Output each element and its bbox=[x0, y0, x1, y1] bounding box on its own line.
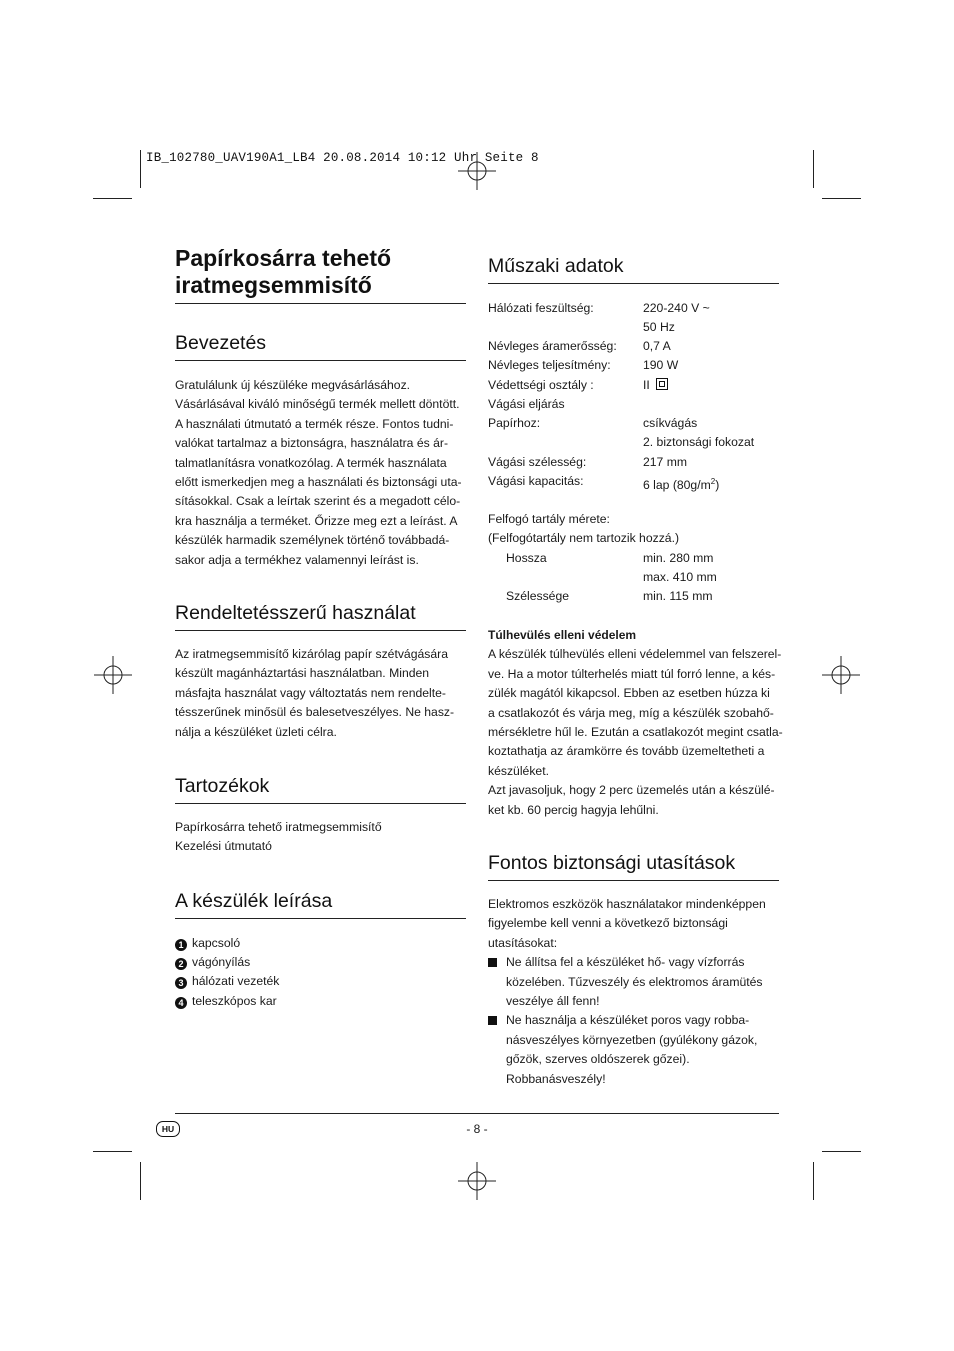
overheat-line: koztathatja az áramkörre és tovább üzemeltetheti a bbox=[488, 744, 765, 759]
page-number: - 8 - bbox=[466, 1122, 488, 1136]
part-item bbox=[175, 953, 475, 972]
overheat-line: készüléket. bbox=[488, 763, 549, 778]
safety-bullet-line: közelében. Tűzveszély és elektromos áramütés bbox=[506, 974, 763, 989]
bin-note: (Felfogótartály nem tartozik hozzá.) bbox=[488, 531, 680, 545]
intro-line: kra használja a terméket. Őrizze meg ezt a leírást. A bbox=[175, 513, 458, 528]
accessories-list bbox=[175, 818, 475, 857]
spec-value: 0,7 A bbox=[643, 339, 671, 353]
intro-line: előtt ismerkedjen meg a használati és biztonsági uta- bbox=[175, 475, 462, 490]
overheat-line: Azt javasoljuk, hogy 2 perc üzemelés után a készülé- bbox=[488, 783, 775, 798]
parts-list bbox=[175, 934, 475, 1011]
intro-text bbox=[175, 376, 475, 570]
page-title-line-1: Papírkosárra tehető bbox=[175, 245, 392, 271]
tech-heading: Műszaki adatok bbox=[488, 255, 779, 284]
intro-line: sakor adja a termékhez valamennyi leírást is. bbox=[175, 552, 419, 567]
spec-value: 6 lap (80g/m bbox=[643, 478, 711, 493]
part-label: teleszkópos kar bbox=[192, 993, 277, 1008]
bin-size-label: Felfogó tartály mérete: bbox=[488, 512, 610, 526]
intended-use-heading: Rendeltetésszerű használat bbox=[175, 602, 466, 631]
part-label: vágónyílás bbox=[192, 955, 251, 970]
intended-use-line: készült magánháztartási használatban. Minden bbox=[175, 666, 430, 681]
bin-width-label: Szélessége bbox=[506, 589, 570, 603]
safety-intro-line: figyelembe kell venni a következő biztonsági bbox=[488, 916, 728, 931]
safety-section bbox=[488, 895, 788, 1089]
print-slug: IB_102780_UAV190A1_LB4 20.08.2014 10:12 Uhr Seite 8 bbox=[146, 151, 539, 165]
accessory-item: Kezelési útmutató bbox=[175, 839, 272, 854]
spec-value: 50 Hz bbox=[643, 320, 675, 334]
spec-label: Hálózati feszültség: bbox=[488, 301, 594, 315]
accessory-item: Papírkosárra tehető iratmegsemmisítő bbox=[175, 820, 382, 834]
overheat-line: ket kb. 60 percig hagyja lehűlni. bbox=[488, 802, 659, 817]
square-bullet-icon bbox=[488, 1016, 497, 1025]
overheat-heading: Túlhevülés elleni védelem bbox=[488, 628, 637, 642]
intro-line: A használati útmutató a termék része. Fontos tudni- bbox=[175, 416, 454, 431]
bin-length-max: max. 410 mm bbox=[643, 570, 717, 584]
spec-label: Névleges teljesítmény: bbox=[488, 358, 611, 372]
footer-rule bbox=[175, 1113, 779, 1114]
safety-bullet-line: Ne állítsa fel a készüléket hő- vagy vízforrás bbox=[506, 955, 745, 970]
safety-bullet-line: gőzök, szerves oldószerek gőzei). bbox=[506, 1052, 690, 1067]
safety-bullet-line: násveszélyes környezetben (gyúlékony gázok, bbox=[506, 1032, 758, 1047]
part-number-badge: 1 bbox=[175, 939, 187, 951]
part-number-badge: 2 bbox=[175, 958, 187, 970]
overheat-line: mérsékletre hűl le. Ezután a csatlakozót megint csatla- bbox=[488, 725, 783, 740]
bin-length-label: Hossza bbox=[506, 551, 547, 565]
spec-label: Védettségi osztály : bbox=[488, 378, 594, 392]
spec-value: 220-240 V ~ bbox=[643, 301, 710, 315]
part-label: hálózati vezeték bbox=[192, 974, 280, 989]
bin-length-min: min. 280 mm bbox=[643, 551, 714, 565]
part-item bbox=[175, 992, 475, 1011]
registration-mark-right bbox=[822, 656, 860, 694]
spec-value: II bbox=[643, 378, 650, 392]
intro-heading: Bevezetés bbox=[175, 332, 466, 361]
spec-label: Papírhoz: bbox=[488, 416, 541, 430]
language-badge: HU bbox=[156, 1121, 180, 1137]
intro-line: talmatlanításra vonatkozólag. A termék használata bbox=[175, 455, 447, 470]
registration-mark-bottom bbox=[458, 1162, 496, 1200]
spec-label: Vágási kapacitás: bbox=[488, 474, 584, 488]
capacity-superscript: 2 bbox=[710, 477, 716, 486]
part-number-badge: 4 bbox=[175, 997, 187, 1009]
spec-value: 190 W bbox=[643, 358, 679, 372]
tech-specs bbox=[488, 299, 779, 609]
registration-mark-left bbox=[94, 656, 132, 694]
overheat-line: ve. Ha a motor túlterhelés miatt túl forró lenne, a kés- bbox=[488, 666, 776, 681]
safety-bullet bbox=[488, 953, 788, 1011]
page-title bbox=[175, 245, 466, 304]
capacity-close: ) bbox=[715, 478, 720, 493]
safety-intro-line: utasításokat: bbox=[488, 935, 558, 950]
safety-heading: Fontos biztonsági utasítások bbox=[488, 852, 779, 881]
class-ii-icon bbox=[656, 378, 668, 390]
part-label: kapcsoló bbox=[192, 936, 241, 950]
intro-line: sításokkal. Csak a leírtak szerint és a megadott célo- bbox=[175, 494, 461, 509]
registration-mark-top bbox=[458, 152, 496, 190]
intro-line: Gratulálunk új készüléke megvásárlásához. bbox=[175, 378, 411, 392]
intro-line: készülék harmadik személynek történő továbbadá- bbox=[175, 533, 450, 548]
bin-width-min: min. 115 mm bbox=[643, 589, 713, 603]
part-item bbox=[175, 934, 475, 953]
intended-use-text bbox=[175, 645, 475, 742]
safety-bullet-line: Ne használja a készüléket poros vagy robba- bbox=[506, 1013, 750, 1028]
intro-line: Vásárlásával kiváló minőségű termék mellett döntött. bbox=[175, 397, 460, 412]
intended-use-line: tésszerűnek minősül és balesetveszélyes. Ne hasz- bbox=[175, 705, 455, 720]
overheat-line: zülék magától kikapcsol. Ebben az esetben húzza ki bbox=[488, 686, 770, 701]
spec-value: 217 mm bbox=[643, 455, 688, 469]
safety-intro-line: Elektromos eszközök használatakor mindenképpen bbox=[488, 897, 766, 911]
page-title-line-2: iratmegsemmisítő bbox=[175, 272, 372, 298]
intended-use-line: másfajta használat vagy változtatás nem rendelte- bbox=[175, 685, 446, 700]
part-number-badge: 3 bbox=[175, 977, 187, 989]
intended-use-line: nálja a készüléket üzleti célra. bbox=[175, 724, 337, 739]
safety-bullet-line: veszélye áll fenn! bbox=[506, 994, 600, 1009]
spec-label: Vágási eljárás bbox=[488, 397, 565, 411]
safety-bullet bbox=[488, 1011, 788, 1089]
spec-label: Vágási szélesség: bbox=[488, 455, 587, 469]
spec-label: Névleges áramerősség: bbox=[488, 339, 617, 353]
capacity-value bbox=[643, 472, 719, 495]
protection-class-value bbox=[643, 376, 668, 395]
overheat-section bbox=[488, 626, 788, 820]
part-item bbox=[175, 972, 475, 991]
intro-line: valókat tartalmaz a biztonságra, használatra és ár- bbox=[175, 436, 448, 451]
intended-use-line: Az iratmegsemmisítő kizárólag papír szétvágására bbox=[175, 647, 448, 661]
description-heading: A készülék leírása bbox=[175, 890, 466, 919]
overheat-line: a csatlakozót és várja meg, míg a készülék szobahő- bbox=[488, 705, 774, 720]
accessories-heading: Tartozékok bbox=[175, 775, 466, 804]
safety-bullet-line: Robbanásveszély! bbox=[506, 1071, 606, 1086]
square-bullet-icon bbox=[488, 958, 497, 967]
spec-value: csíkvágás bbox=[643, 416, 698, 430]
spec-value: 2. biztonsági fokozat bbox=[643, 435, 755, 449]
overheat-line: A készülék túlhevülés elleni védelemmel van felszerel- bbox=[488, 647, 782, 662]
